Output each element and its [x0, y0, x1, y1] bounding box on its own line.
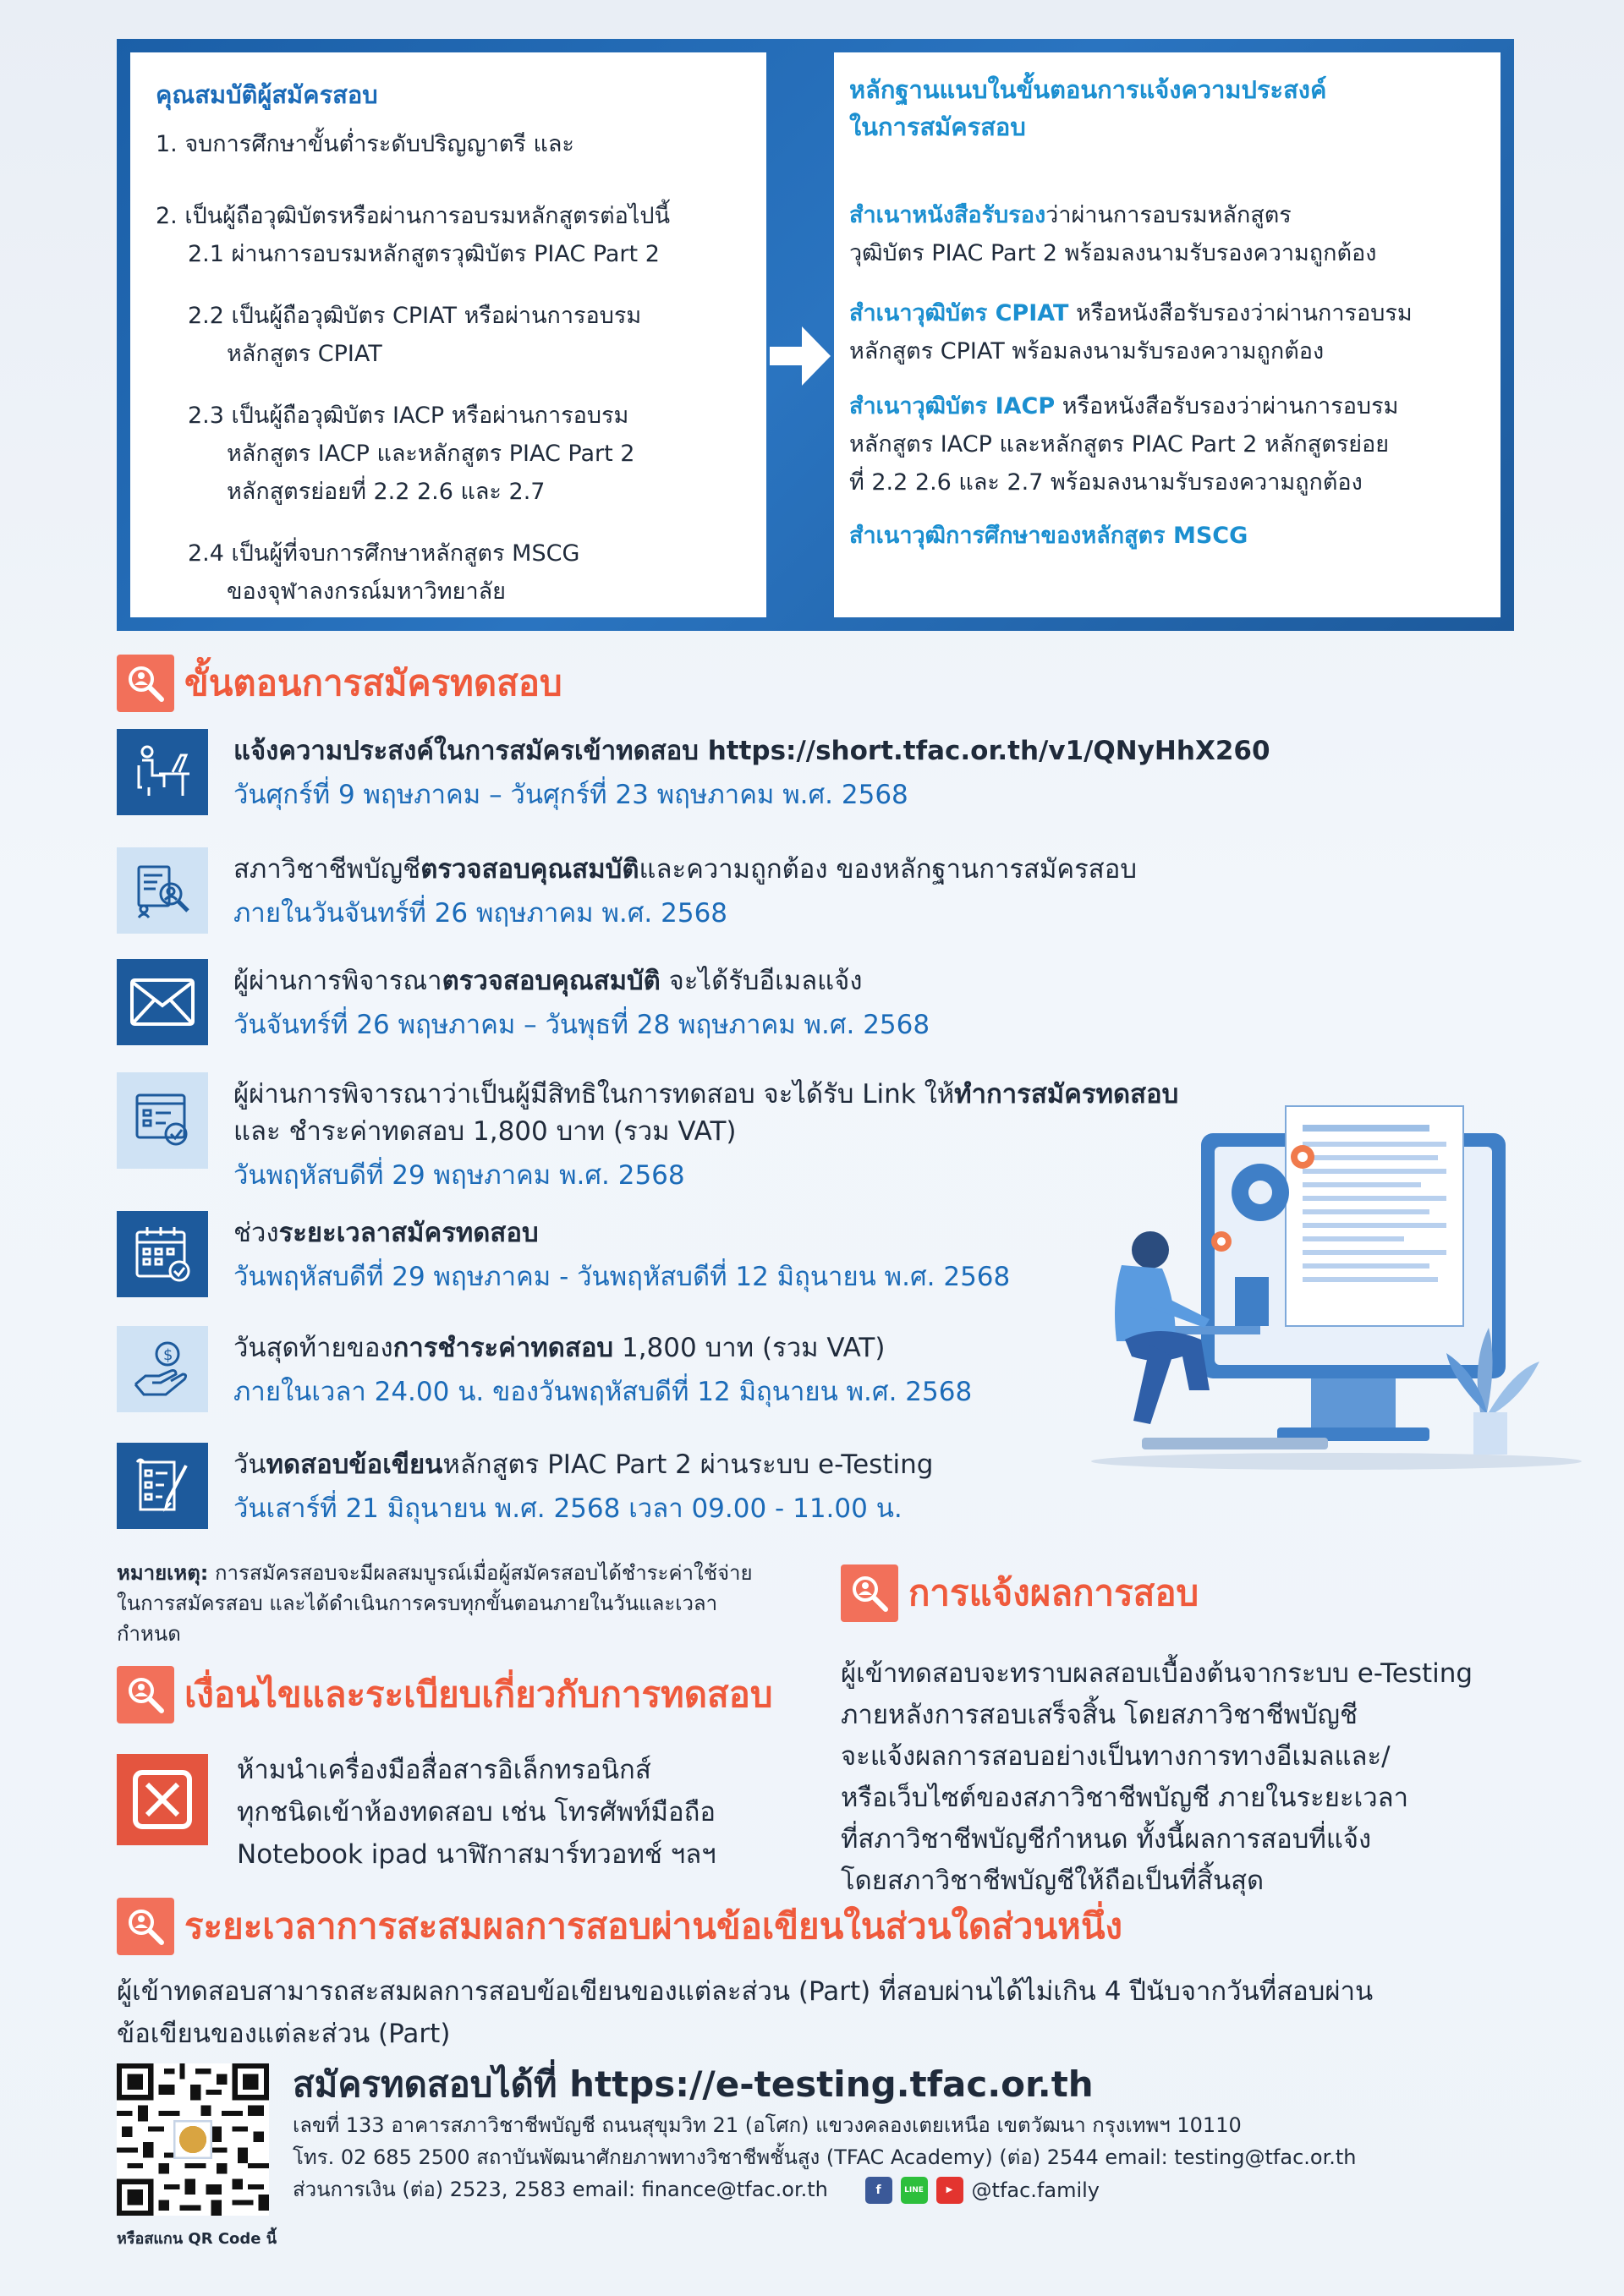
step-2-date: ภายในวันจันทร์ที่ 26 พฤษภาคม พ.ศ. 2568	[233, 898, 728, 929]
accumulation-heading	[117, 1898, 1122, 1955]
results-line-3: จะแจ้งผลการสอบอย่างเป็นทางการทางอีเมลและ/	[841, 1741, 1391, 1772]
evidence-3-text-cont1: หลักสูตร IACP และหลักสูตร PIAC Part 2 หลักสูตรย่อย	[849, 431, 1390, 458]
rules-line-3: Notebook ipad นาฬิกาสมาร์ทวอทช์ ฯลฯ	[237, 1839, 716, 1870]
evidence-box	[834, 52, 1501, 617]
step-6	[117, 1326, 972, 1414]
step-5-bold: ระยะเวลาสมัครทดสอบ	[278, 1218, 539, 1248]
evidence-item-4	[849, 517, 1485, 555]
evidence-3-highlight: สำเนาวุฒิบัตร IACP	[849, 393, 1056, 419]
results-line-4: หรือเว็บไซต์ของสภาวิชาชีพบัญชี ภายในระยะเวลา	[841, 1783, 1409, 1813]
evidence-item-2	[849, 294, 1485, 370]
step-1-bold: แจ้งความประสงค์ในการสมัครเข้าทดสอบ https://short.tfac.or.th/v1/QNyHhX260	[233, 736, 1270, 766]
step-6-bold: การชำระค่าทดสอบ	[392, 1333, 614, 1363]
step-3	[117, 959, 930, 1047]
step-4-text-line2: และ ชำระค่าทดสอบ 1,800 บาท (รวม VAT)	[233, 1116, 737, 1147]
rules-line-1: ห้ามนำเครื่องมือสื่อสารอิเล็กทรอนิกส์	[237, 1755, 651, 1785]
envelope-icon	[117, 959, 208, 1045]
results-line-1: ผู้เข้าทดสอบจะทราบผลสอบเบื้องต้นจากระบบ e-Testing	[841, 1658, 1473, 1689]
rules-title: เงื่อนไขและระเบียบเกี่ยวกับการทดสอบ	[184, 1674, 773, 1715]
rules-line-2: ทุกชนิดเข้าห้องทดสอบ เช่น โทรศัพท์มือถือ	[237, 1797, 716, 1827]
evidence-2-text-cont: หลักสูตร CPIAT พร้อมลงนามรับรองความถูกต้อง	[849, 338, 1325, 364]
person-at-desk-icon	[117, 729, 208, 815]
qualification-item-1: 1. จบการศึกษาขั้นต่ำระดับปริญญาตรี และ	[156, 131, 574, 157]
online-form-icon	[117, 1072, 208, 1169]
results-title: การแจ้งผลการสอบ	[908, 1572, 1199, 1614]
step-7-bold: ทดสอบข้อเขียน	[266, 1449, 443, 1480]
evidence-item-3	[849, 387, 1485, 501]
qr-code-icon[interactable]	[117, 2063, 269, 2216]
search-person-icon	[117, 1666, 174, 1723]
step-2-bold: ตรวจสอบคุณสมบัติ	[420, 854, 639, 885]
qualification-sub-2-2-cont: หลักสูตร CPIAT	[227, 341, 382, 367]
step-3-text-after: จะได้รับอีเมลแจ้ง	[660, 966, 863, 996]
qualification-sub-2-4-cont: ของจุฬาลงกรณ์มหาวิทยาลัย	[227, 578, 506, 605]
step-7	[117, 1443, 933, 1531]
footer-info	[293, 2060, 1357, 2206]
evidence-2-highlight: สำเนาวุฒิบัตร CPIAT	[849, 300, 1069, 326]
search-person-icon	[117, 1898, 174, 1955]
qr-caption: หรือสแกน QR Code นี้	[117, 2230, 277, 2248]
svg-text:$: $	[163, 1346, 173, 1364]
step-3-bold: ตรวจสอบคุณสมบัติ	[442, 966, 661, 996]
results-line-2: ภายหลังการสอบเสร็จสิ้น โดยสภาวิชาชีพบัญชี	[841, 1700, 1358, 1730]
step-6-text: วันสุดท้ายของ	[233, 1333, 393, 1363]
accumulation-title: ระยะเวลาการสะสมผลการสอบผ่านข้อเขียนในส่วนใดส่วนหนึ่ง	[184, 1905, 1123, 1947]
evidence-4-highlight: สำเนาวุฒิการศึกษาของหลักสูตร MSCG	[849, 523, 1248, 549]
evidence-1-highlight: สำเนาหนังสือรับรอง	[849, 202, 1046, 228]
rules-item	[117, 1754, 716, 1876]
step-2-text: สภาวิชาชีพบัญชี	[233, 854, 421, 885]
evidence-2-text: หรือหนังสือรับรองว่าผ่านการอบรม	[1068, 300, 1413, 326]
qualification-title: คุณสมบัติผู้สมัครสอบ	[156, 80, 378, 109]
document-inspection-icon	[117, 847, 208, 934]
step-2-text-after: และความถูกต้อง ของหลักฐานการสมัครสอบ	[639, 854, 1137, 885]
results-line-5: ที่สภาวิชาชีพบัญชีกำหนด ทั้งนี้ผลการสอบที่แจ้ง	[841, 1824, 1372, 1855]
footer-register-link[interactable]: สมัครทดสอบได้ที่ https://e-testing.tfac.or.th	[293, 2063, 1094, 2105]
step-3-date: วันจันทร์ที่ 26 พฤษภาคม – วันพุธที่ 28 พฤษภาคม พ.ศ. 2568	[233, 1010, 930, 1040]
step-7-text: วัน	[233, 1449, 266, 1480]
footer-finance: ส่วนการเงิน (ต่อ) 2523, 2583 email: finance@tfac.or.th	[293, 2178, 828, 2201]
rules-heading	[117, 1666, 773, 1723]
right-arrow-icon	[770, 326, 831, 386]
search-person-icon	[117, 655, 174, 712]
step-7-date: วันเสาร์ที่ 21 มิถุนายน พ.ศ. 2568 เวลา 09.00 - 11.00 น.	[233, 1493, 903, 1524]
footer-finance-row	[293, 2173, 1357, 2206]
results-text	[841, 1653, 1501, 1902]
qualification-panel	[117, 39, 1514, 631]
qualification-sub-2-2: 2.2 เป็นผู้ถือวุฒิบัตร CPIAT หรือผ่านการอบรม	[188, 303, 642, 329]
qualification-box	[130, 52, 766, 617]
step-6-date: ภายในเวลา 24.00 น. ของวันพฤหัสบดีที่ 12 มิถุนายน พ.ศ. 2568	[233, 1377, 973, 1407]
step-1	[117, 729, 1270, 817]
search-person-icon	[841, 1564, 898, 1622]
step-6-text-after: 1,800 บาท (รวม VAT)	[613, 1333, 886, 1363]
evidence-3-text-cont2: ที่ 2.2 2.6 และ 2.7 พร้อมลงนามรับรองความถูกต้อง	[849, 469, 1363, 496]
calendar-check-icon	[117, 1211, 208, 1297]
footer-contact: โทร. 02 685 2500 สถาบันพัฒนาศักยภาพทางวิชาชีพชั้นสูง (TFAC Academy) (ต่อ) 2544 email: testing@tfac.or.th	[293, 2145, 1357, 2169]
results-line-6: โดยสภาวิชาชีพบัญชีให้ถือเป็นที่สิ้นสุด	[841, 1866, 1265, 1896]
step-5-date: วันพฤหัสบดีที่ 29 พฤษภาคม - วันพฤหัสบดีที่ 12 มิถุนายน พ.ศ. 2568	[233, 1262, 1011, 1292]
qualification-sub-2-1: 2.1 ผ่านการอบรมหลักสูตรวุฒิบัตร PIAC Part 2	[188, 241, 660, 267]
accumulation-line-1: ผู้เข้าทดสอบสามารถสะสมผลการสอบข้อเขียนของแต่ละส่วน (Part) ที่สอบผ่านได้ไม่เกิน 4 ปีนับจากวันที่สอบผ่าน	[117, 1976, 1374, 2007]
qualification-sub-2-3-cont2: หลักสูตรย่อยที่ 2.2 2.6 และ 2.7	[227, 479, 546, 505]
youtube-icon[interactable]: ▶	[936, 2177, 963, 2204]
qualification-sub-2-3-cont1: หลักสูตร IACP และหลักสูตร PIAC Part 2	[227, 441, 635, 467]
social-handle[interactable]: @tfac.family	[971, 2178, 1100, 2202]
steps-title: ขั้นตอนการสมัครทดสอบ	[184, 662, 562, 704]
remark-note	[117, 1558, 760, 1649]
evidence-title-line2: ในการสมัครสอบ	[849, 112, 1026, 141]
step-4-date: วันพฤหัสบดีที่ 29 พฤษภาคม พ.ศ. 2568	[233, 1160, 685, 1191]
step-4-text: ผู้ผ่านการพิจารณาว่าเป็นผู้มีสิทธิในการทดสอบ จะได้รับ Link ให้	[233, 1079, 955, 1110]
footer-address: เลขที่ 133 อาคารสภาวิชาชีพบัญชี ถนนสุขุมวิท 21 (อโศก) แขวงคลองเตยเหนือ เขตวัฒนา กรุงเทพฯ 10110	[293, 2113, 1242, 2137]
step-1-date: วันศุกร์ที่ 9 พฤษภาคม – วันศุกร์ที่ 23 พฤษภาคม พ.ศ. 2568	[233, 780, 908, 810]
hand-money-icon	[117, 1326, 208, 1412]
remark-label: หมายเหตุ:	[117, 1561, 209, 1585]
step-5	[117, 1211, 1010, 1299]
prohibited-icon	[117, 1754, 208, 1845]
exam-paper-icon	[117, 1443, 208, 1529]
accumulation-text	[117, 1970, 1504, 2055]
evidence-3-text: หรือหนังสือรับรองว่าผ่านการอบรม	[1055, 393, 1399, 419]
social-links	[865, 2174, 1100, 2206]
line-icon[interactable]: LINE	[901, 2177, 928, 2204]
results-heading	[841, 1564, 1199, 1622]
step-3-text: ผู้ผ่านการพิจารณา	[233, 966, 442, 996]
step-5-text: ช่วง	[233, 1218, 279, 1248]
step-2	[117, 847, 1137, 935]
woman-at-computer-illustration	[1057, 1099, 1582, 1471]
step-4-bold: ทำการสมัครทดสอบ	[954, 1079, 1179, 1110]
accumulation-line-2: ข้อเขียนของแต่ละส่วน (Part)	[117, 2019, 451, 2049]
step-7-text-after: หลักสูตร PIAC Part 2 ผ่านระบบ e-Testing	[442, 1449, 934, 1480]
qualification-item-2: 2. เป็นผู้ถือวุฒิบัตรหรือผ่านการอบรมหลักสูตรต่อไปนี้	[156, 203, 671, 229]
evidence-1-text: ว่าผ่านการอบรมหลักสูตร	[1045, 202, 1292, 228]
evidence-1-text-cont: วุฒิบัตร PIAC Part 2 พร้อมลงนามรับรองความถูกต้อง	[849, 240, 1377, 266]
remark-text: การสมัครสอบจะมีผลสมบูรณ์เมื่อผู้สมัครสอบได้ชำระค่าใช้จ่ายในการสมัครสอบ และได้ดำเนินการครบทุกขั้นตอนภายในวันและเวลากำหนด	[117, 1561, 753, 1646]
qualification-sub-2-4: 2.4 เป็นผู้ที่จบการศึกษาหลักสูตร MSCG	[188, 540, 580, 567]
evidence-title-line1: หลักฐานแนบในขั้นตอนการแจ้งความประสงค์	[849, 75, 1327, 104]
evidence-item-1	[849, 196, 1485, 272]
steps-heading	[117, 655, 562, 712]
step-4	[117, 1072, 1178, 1197]
qualification-sub-2-3: 2.3 เป็นผู้ถือวุฒิบัตร IACP หรือผ่านการอบรม	[188, 403, 629, 429]
facebook-icon[interactable]: f	[865, 2177, 892, 2204]
